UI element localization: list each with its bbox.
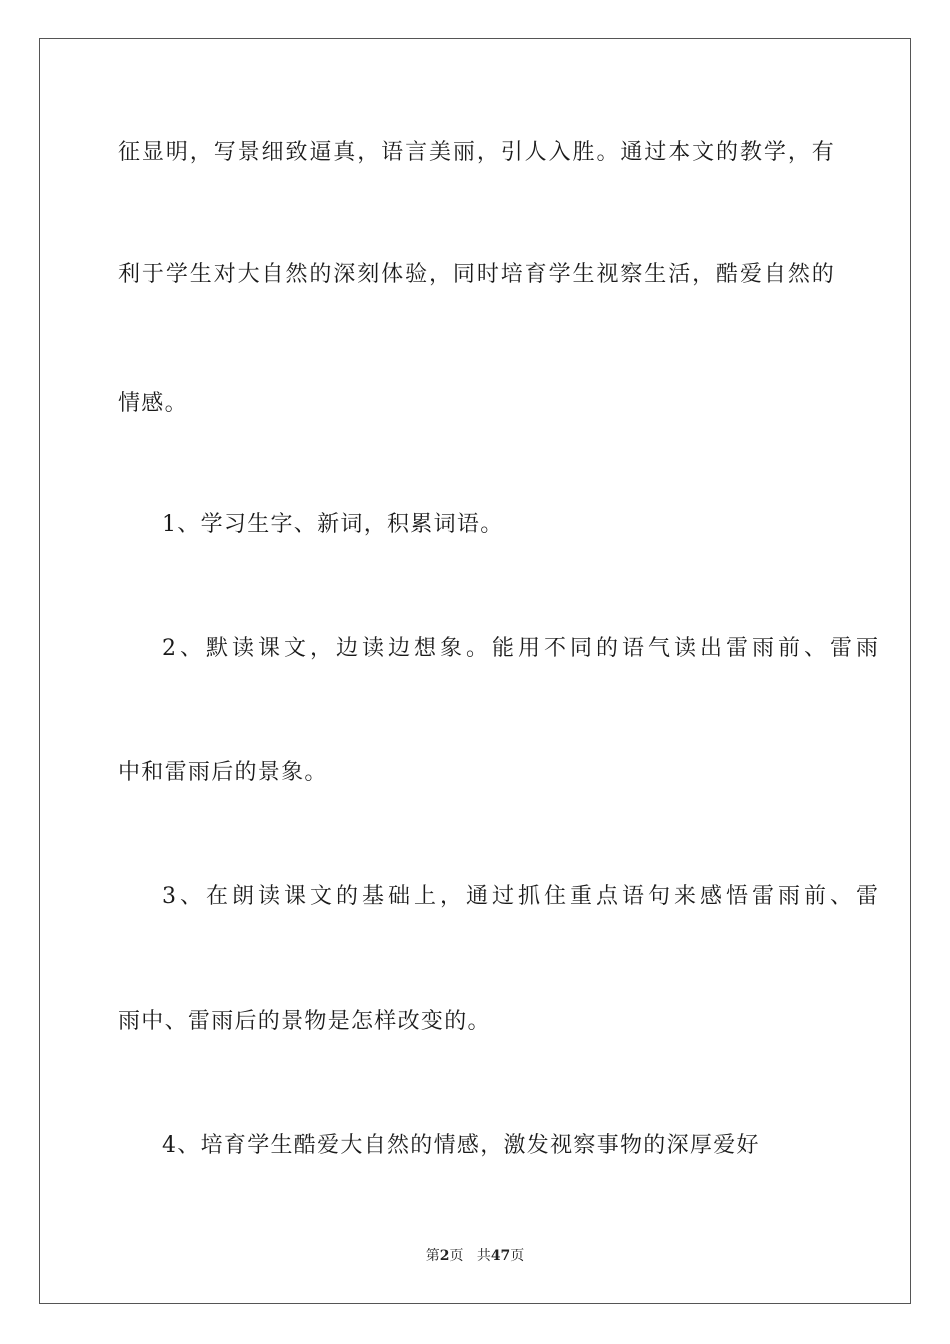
objective-4: 4、培育学生酷爱大自然的情感，激发视察事物的深厚爱好 bbox=[162, 1133, 760, 1158]
objective-3-line-1: 3 、 在 朗 读 课 文 的 基 础 上 ， 通 过 抓 住 重 点 语 句 来 感 悟 雷 雨 前 、 雷 bbox=[162, 884, 878, 909]
objective-2-line-1: 2 、 默 读 课 文 ， 边 读 边 想 象 。 能 用 不 同 的 语 气 读 出 雷 雨 前 、 雷 雨 bbox=[162, 636, 878, 661]
total-suffix: 页 bbox=[510, 1248, 525, 1264]
objective-1: 1、学习生字、新词，积累词语。 bbox=[162, 512, 504, 537]
total-prefix: 共 bbox=[476, 1248, 491, 1264]
paragraph-line-3: 情感。 bbox=[118, 391, 188, 416]
objective-2-line-2: 中和雷雨后的景象。 bbox=[118, 760, 328, 785]
paragraph-line-1: 征 显 明 ， 写 景 细 致 逼 真 ， 语 言 美 丽 ， 引 人 入 胜 。 通 过 本 文 的 教 学 ， 有 bbox=[118, 140, 834, 165]
page-number: 2 bbox=[439, 1248, 450, 1264]
paragraph-line-2: 利 于 学 生 对 大 自 然 的 深 刻 体 验 ， 同 时 培 育 学 生 视 察 生 活 ， 酷 爱 自 然 的 bbox=[118, 262, 834, 287]
page-footer bbox=[0, 1246, 950, 1266]
total-pages: 47 bbox=[490, 1248, 511, 1264]
page-suffix: 页 bbox=[449, 1248, 464, 1264]
page-prefix: 第 bbox=[425, 1248, 440, 1264]
page-border bbox=[39, 38, 911, 1304]
objective-3-line-2: 雨中、雷雨后的景物是怎样改变的。 bbox=[118, 1009, 491, 1034]
